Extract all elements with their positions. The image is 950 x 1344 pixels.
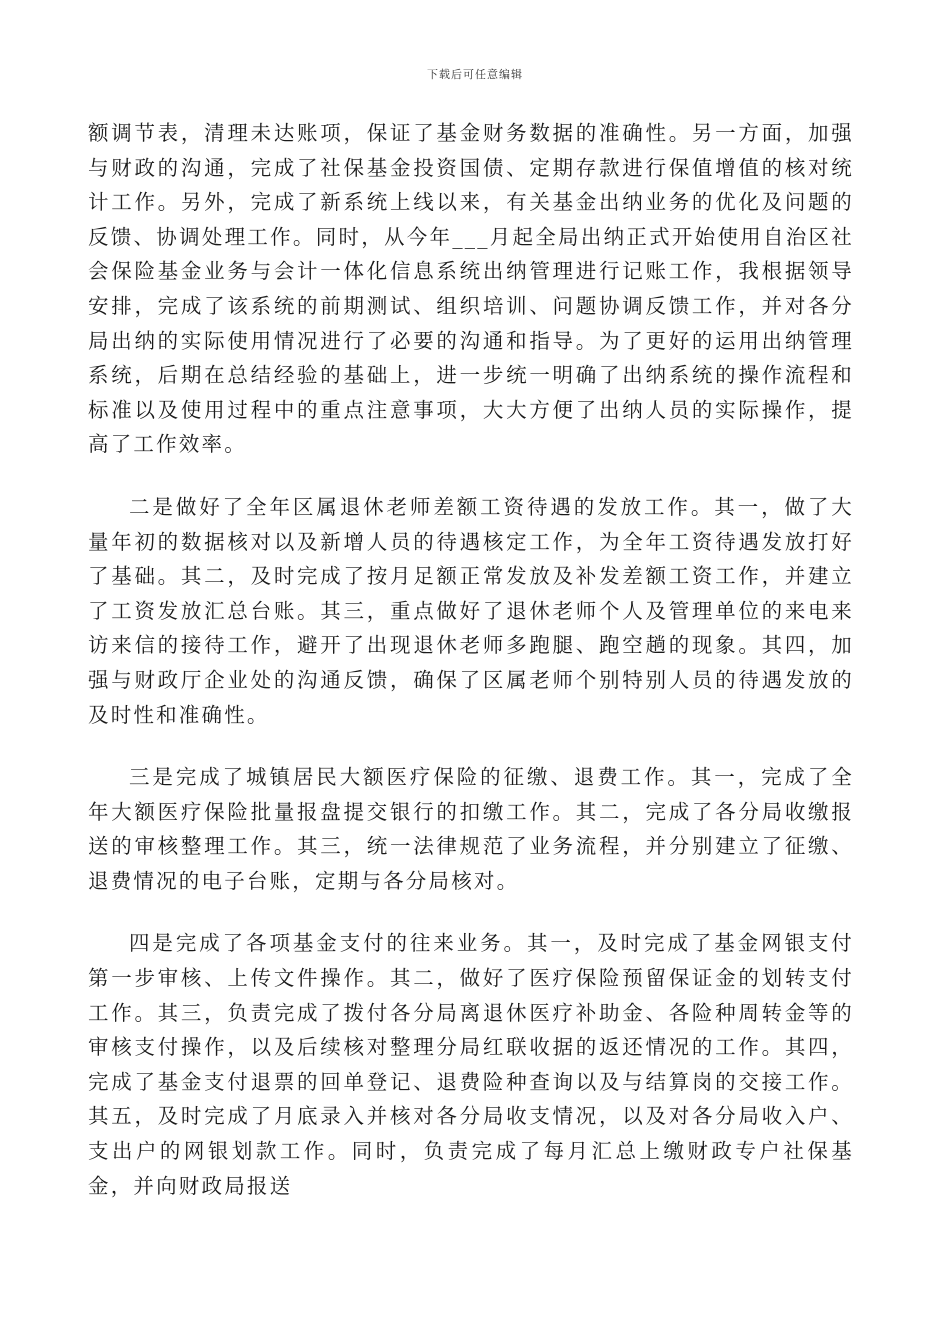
paragraph-continued: 额调节表，清理未达账项，保证了基金财务数据的准确性。另一方面，加强与财政的沟通，完成了社保基金投资国债、定期存款进行保值增值的核对统计工作。另外，完成了新系统上线以来，有关基金出纳业务的优化及问题的反馈、协调处理工作。同时，从今年___月起全局出纳正式开始使用自治区社会保险基金业务与会计一体化信息系统出纳管理进行记账工作，我根据领导安排，完成了该系统的前期测试、组织培训、问题协调反馈工作，并对各分局出纳的实际使用情况进行了必要的沟通和指导。为了更好的运用出纳管理系统，后期在总结经验的基础上，进一步统一明确了出纳系统的操作流程和标准以及使用过程中的重点注意事项，大大方便了出纳人员的实际操作，提高了工作效率。 bbox=[88, 121, 854, 457]
document-body bbox=[88, 116, 854, 1231]
paragraph-item-3: 三是完成了城镇居民大额医疗保险的征缴、退费工作。其一，完成了全年大额医疗保险批量报盘提交银行的扣缴工作。其二，完成了各分局收缴报送的审核整理工作。其三，统一法律规范了业务流程，并分别建立了征缴、退费情况的电子台账，定期与各分局核对。 bbox=[88, 765, 854, 893]
paragraph-item-4: 四是完成了各项基金支付的往来业务。其一，及时完成了基金网银支付第一步审核、上传文件操作。其二，做好了医疗保险预留保证金的划转支付工作。其三，负责完成了拨付各分局离退休医疗补助金、各险种周转金等的审核支付操作，以及后续核对整理分局红联收据的返还情况的工作。其四，完成了基金支付退票的回单登记、退费险种查询以及与结算岗的交接工作。其五，及时完成了月底录入并核对各分局收支情况，以及对各分局收入户、支出户的网银划款工作。同时，负责完成了每月汇总上缴财政专户社保基金，并向财政局报送 bbox=[88, 931, 854, 1198]
paragraph-item-2: 二是做好了全年区属退休老师差额工资待遇的发放工作。其一，做了大量年初的数据核对以及新增人员的待遇核定工作，为全年工资待遇发放打好了基础。其二，及时完成了按月足额正常发放及补发差额工资工作，并建立了工资发放汇总台账。其三，重点做好了退休老师个人及管理单位的来电来访来信的接待工作，避开了出现退休老师多跑腿、跑空趟的现象。其四，加强与财政厅企业处的沟通反馈，确保了区属老师个别特别人员的待遇发放的及时性和准确性。 bbox=[88, 494, 854, 727]
page-header-note: 下载后可任意编辑 bbox=[427, 68, 523, 81]
